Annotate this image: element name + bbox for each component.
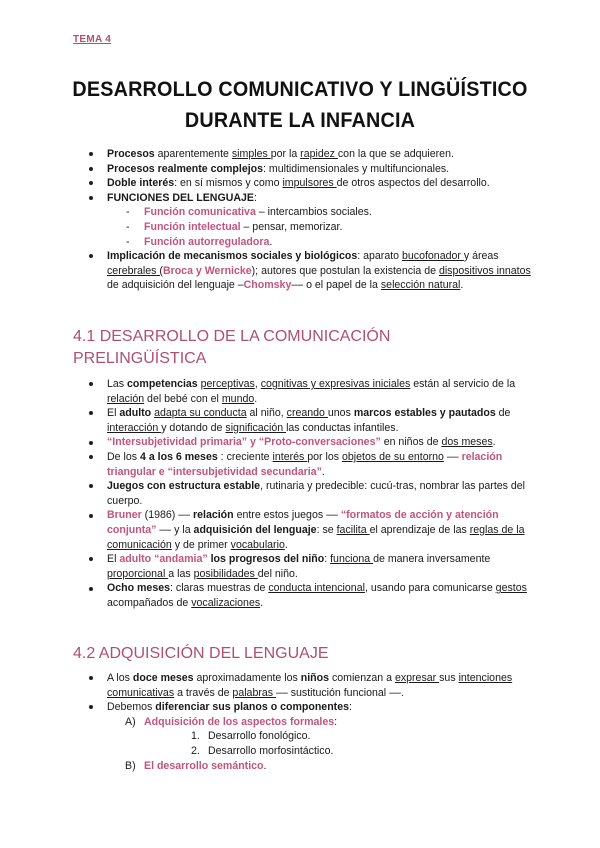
- bullet-icon: [89, 676, 93, 680]
- list-item: Procesos realmente complejos: multidimensionales y multifuncionales.: [73, 162, 533, 177]
- numbered-item: 2. Desarrollo morfosintáctico.: [191, 744, 334, 757]
- sublist-item: - Función comunicativa – intercambios sociales.: [126, 206, 372, 219]
- section-4-1-list: [73, 377, 533, 611]
- list-item: Bruner (1986) –– relación entre estos juegos –– “formatos de acción y atención conjunta” –– y la adquisición del lenguaje: se facilita el aprendizaje de las reglas de la comunicación y de primer vocabulario.: [73, 508, 533, 552]
- bullet-icon: [89, 254, 93, 258]
- functions-sublist: [73, 205, 533, 249]
- bullet-icon: [89, 441, 93, 445]
- section-4-2-list: [73, 671, 533, 773]
- list-item: A los doce meses aproximadamente los niños comienzan a expresar sus intenciones comunicativas a través de palabras –– sustitución funcional ––.: [73, 671, 533, 700]
- bullet-icon: [89, 557, 93, 561]
- bullet-icon: [89, 167, 93, 171]
- intro-list: [73, 147, 533, 293]
- section-heading-4-1: 4.1 DESARROLLO DE LA COMUNICACIÓN PRELINGÜÍSTICA: [73, 328, 391, 367]
- document-title: [61, 74, 539, 136]
- bullet-icon: [89, 196, 93, 200]
- bullet-icon: [89, 181, 93, 185]
- bullet-icon: [89, 455, 93, 459]
- list-item: Procesos aparentemente simples por la rapidez con la que se adquieren.: [73, 147, 533, 162]
- numbered-item: 1. Desarrollo fonológico.: [191, 730, 311, 743]
- list-item: Ocho meses: claras muestras de conducta intencional, usando para comunicarse gestos acompañados de vocalizaciones.: [73, 581, 533, 610]
- list-item: Las competencias perceptivas, cognitivas y expresivas iniciales están al servicio de la relación del bebé con el mundo.: [73, 377, 533, 406]
- bullet-icon: [89, 514, 93, 518]
- list-item: Doble interés: en sí mismos y como impulsores de otros aspectos del desarrollo.: [73, 176, 533, 191]
- bullet-icon: [89, 484, 93, 488]
- list-item: Juegos con estructura estable, rutinaria y predecible: cucú-tras, nombrar las partes del cuerpo.: [73, 479, 533, 508]
- list-item: El adulto adapta su conducta al niño, creando unos marcos estables y pautados de interacción y dotando de significación las conductas infantiles.: [73, 406, 533, 435]
- list-item: “Intersubjetividad primaria” y “Proto-conversaciones” en niños de dos meses.: [73, 435, 533, 450]
- list-item: Implicación de mecanismos sociales y biológicos: aparato bucofonador y áreas cerebrales (Broca y Wernicke); autores que postulan la existencia de dispositivos innatos de adquisición del lenguaje –Chomsky–– o el papel de la selección natural.: [73, 249, 533, 293]
- subsection-b: B) El desarrollo semántico.: [125, 759, 267, 772]
- bullet-icon: [89, 587, 93, 591]
- section-heading-4-2: 4.2 ADQUISICIÓN DEL LENGUAJE: [73, 645, 329, 662]
- sublist-item: - Función autorreguladora.: [126, 235, 273, 248]
- list-item: Debemos diferenciar sus planos o componentes:: [73, 700, 533, 715]
- bullet-icon: [89, 411, 93, 415]
- sublist-item: - Función intelectual – pensar, memorizar.: [126, 220, 343, 233]
- subsection-a: A) Adquisición de los aspectos formales:: [125, 715, 338, 728]
- list-item: De los 4 a los 6 meses : creciente interés por los objetos de su entorno –– relación triangular e “intersubjetividad secundaria”.: [73, 450, 533, 479]
- bullet-icon: [89, 705, 93, 709]
- title-line-2: DURANTE LA INFANCIA: [184, 108, 416, 132]
- list-item: FUNCIONES DEL LENGUAJE: - Función comunicativa – intercambios sociales. - Función intelectual – pensar, memorizar. - Función autorreguladora.: [73, 191, 533, 249]
- bullet-icon: [89, 152, 93, 156]
- tema-label: TEMA 4: [73, 34, 112, 45]
- list-item: El adulto “andamia” los progresos del niño: funciona de manera inversamente proporcional a las posibilidades del niño.: [73, 552, 533, 581]
- bullet-icon: [89, 382, 93, 386]
- title-line-1: DESARROLLO COMUNICATIVO Y LINGÜÍSTICO: [72, 77, 528, 101]
